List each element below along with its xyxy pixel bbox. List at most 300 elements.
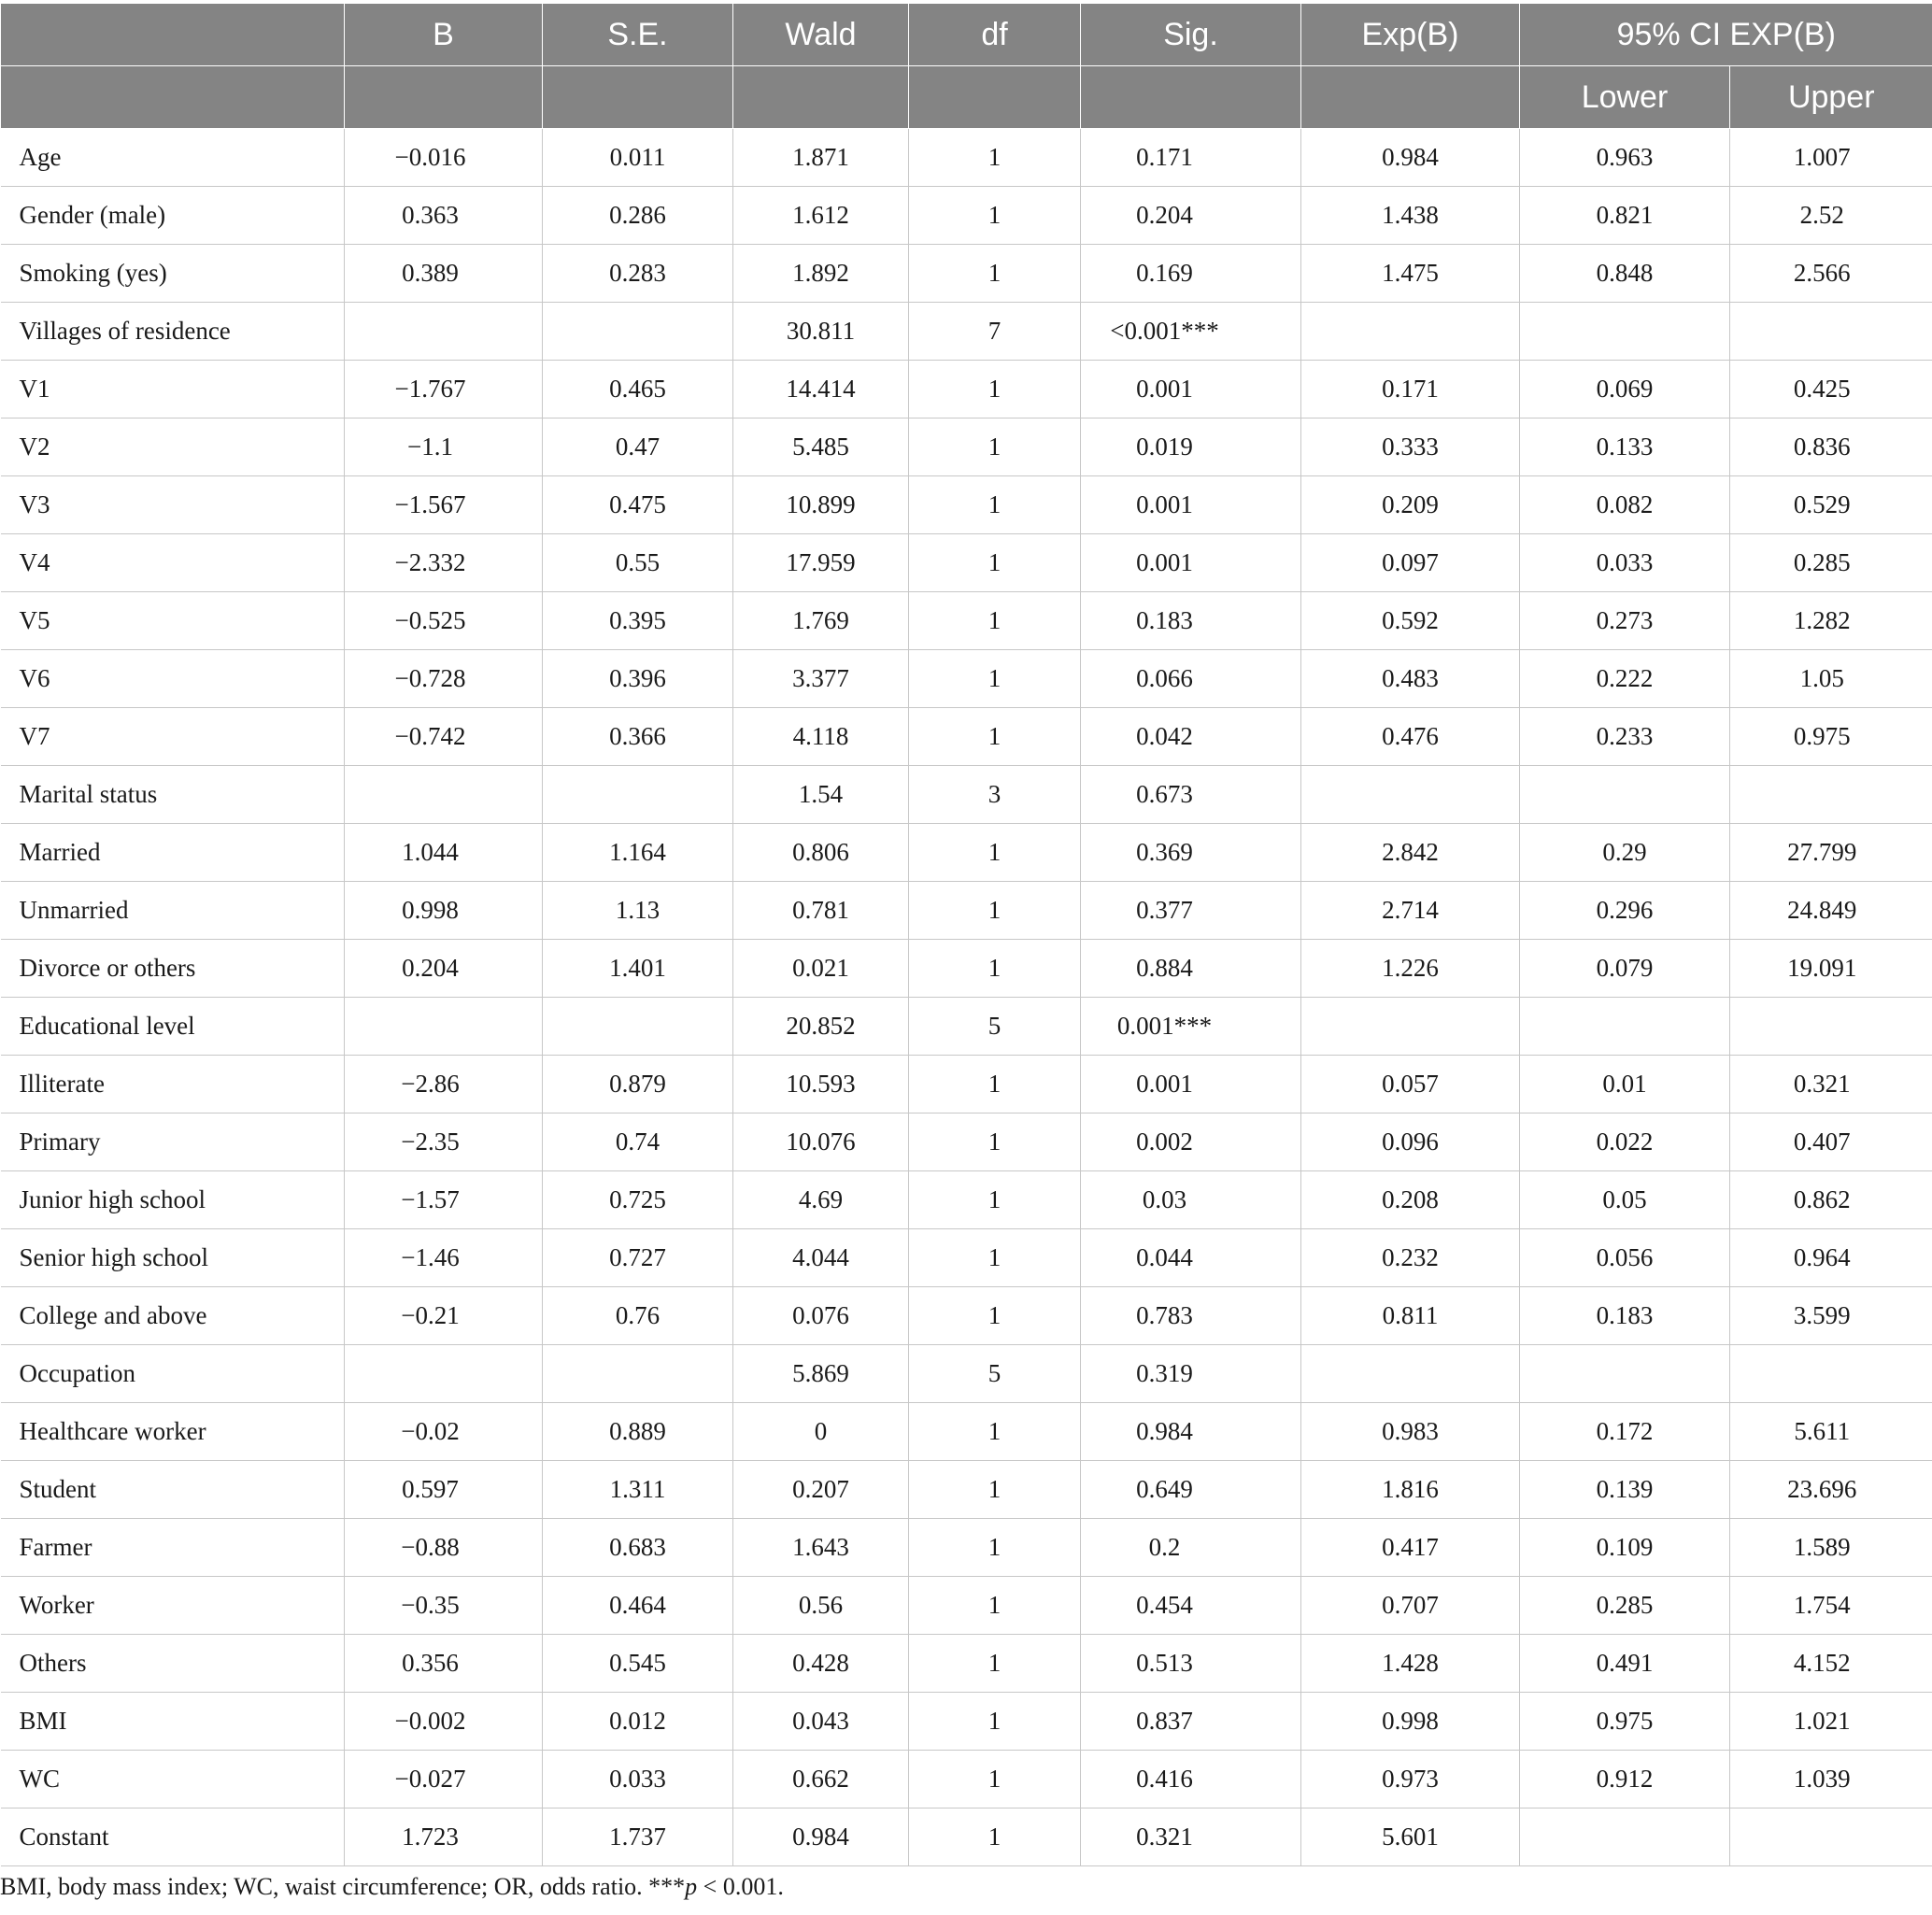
cell-expb: 0.476 [1301, 708, 1520, 766]
cell-df: 1 [909, 824, 1081, 882]
cell-wald: 30.811 [733, 303, 909, 361]
cell-expb: 0.232 [1301, 1229, 1520, 1287]
cell-df: 1 [909, 418, 1081, 476]
table-row [1, 708, 1932, 766]
cell-wald: 4.118 [733, 708, 909, 766]
cell-expb [1301, 1345, 1520, 1403]
cell-se: 0.727 [543, 1229, 733, 1287]
cell-expb: 0.057 [1301, 1056, 1520, 1114]
cell-upper: 2.52 [1730, 187, 1932, 245]
cell-upper: 2.566 [1730, 245, 1932, 303]
cell-upper: 0.321 [1730, 1056, 1932, 1114]
cell-df: 1 [909, 534, 1081, 592]
cell-df: 1 [909, 1056, 1081, 1114]
cell-df: 7 [909, 303, 1081, 361]
cell-lower: 0.033 [1520, 534, 1730, 592]
cell-expb: 0.096 [1301, 1114, 1520, 1171]
subheader-blank [1081, 66, 1301, 129]
cell-b: −0.525 [345, 592, 543, 650]
cell-expb: 0.209 [1301, 476, 1520, 534]
cell-b: −1.46 [345, 1229, 543, 1287]
cell-sig: 0.001*** [1081, 998, 1301, 1056]
cell-sig: 0.454 [1081, 1577, 1301, 1635]
cell-se: 0.725 [543, 1171, 733, 1229]
cell-sig: 0.044 [1081, 1229, 1301, 1287]
cell-lower: 0.022 [1520, 1114, 1730, 1171]
cell-b: −0.027 [345, 1751, 543, 1809]
cell-wald: 0.662 [733, 1751, 909, 1809]
cell-b: 0.998 [345, 882, 543, 940]
header-sig: Sig. [1081, 4, 1301, 66]
table-row [1, 361, 1932, 418]
cell-b: −2.35 [345, 1114, 543, 1171]
cell-df: 1 [909, 592, 1081, 650]
cell-b: −0.21 [345, 1287, 543, 1345]
cell-expb: 0.973 [1301, 1751, 1520, 1809]
cell-expb: 2.714 [1301, 882, 1520, 940]
cell-sig: 0.204 [1081, 187, 1301, 245]
cell-b: 0.363 [345, 187, 543, 245]
cell-df: 1 [909, 1229, 1081, 1287]
cell-b: −0.88 [345, 1519, 543, 1577]
table-body [1, 129, 1932, 1866]
cell-df: 1 [909, 1461, 1081, 1519]
cell-b [345, 998, 543, 1056]
cell-variable: College and above [1, 1287, 345, 1345]
table-row [1, 1345, 1932, 1403]
cell-wald: 0.076 [733, 1287, 909, 1345]
cell-se: 1.164 [543, 824, 733, 882]
cell-upper: 1.007 [1730, 129, 1932, 187]
cell-lower: 0.139 [1520, 1461, 1730, 1519]
table-row [1, 245, 1932, 303]
cell-sig: <0.001*** [1081, 303, 1301, 361]
cell-upper [1730, 1345, 1932, 1403]
cell-b: 0.356 [345, 1635, 543, 1693]
cell-sig: 0.002 [1081, 1114, 1301, 1171]
cell-b: −2.86 [345, 1056, 543, 1114]
subheader-blank [1, 66, 345, 129]
table-row [1, 766, 1932, 824]
footnote-tail: < 0.001. [697, 1873, 784, 1900]
cell-wald: 0.984 [733, 1809, 909, 1866]
cell-b: 0.597 [345, 1461, 543, 1519]
cell-df: 1 [909, 1809, 1081, 1866]
cell-b: 0.389 [345, 245, 543, 303]
cell-sig: 0.416 [1081, 1751, 1301, 1809]
cell-df: 1 [909, 1287, 1081, 1345]
cell-se: 0.76 [543, 1287, 733, 1345]
cell-b: −0.35 [345, 1577, 543, 1635]
cell-b [345, 766, 543, 824]
cell-upper: 0.407 [1730, 1114, 1932, 1171]
cell-sig: 0.001 [1081, 361, 1301, 418]
cell-upper: 19.091 [1730, 940, 1932, 998]
cell-wald: 0.207 [733, 1461, 909, 1519]
table-row [1, 1114, 1932, 1171]
cell-se: 1.13 [543, 882, 733, 940]
cell-variable: Married [1, 824, 345, 882]
header-b: B [345, 4, 543, 66]
cell-variable: V6 [1, 650, 345, 708]
cell-sig: 0.377 [1081, 882, 1301, 940]
cell-upper: 23.696 [1730, 1461, 1932, 1519]
cell-wald: 0.021 [733, 940, 909, 998]
cell-sig: 0.673 [1081, 766, 1301, 824]
cell-upper [1730, 998, 1932, 1056]
cell-b: −1.1 [345, 418, 543, 476]
cell-se: 0.683 [543, 1519, 733, 1577]
cell-df: 1 [909, 650, 1081, 708]
cell-se: 1.311 [543, 1461, 733, 1519]
cell-df: 1 [909, 708, 1081, 766]
cell-lower: 0.222 [1520, 650, 1730, 708]
cell-wald: 1.643 [733, 1519, 909, 1577]
table-row [1, 1519, 1932, 1577]
cell-df: 1 [909, 1114, 1081, 1171]
cell-b: −1.767 [345, 361, 543, 418]
cell-df: 1 [909, 476, 1081, 534]
cell-expb: 1.428 [1301, 1635, 1520, 1693]
table-row [1, 303, 1932, 361]
cell-se [543, 766, 733, 824]
cell-df: 1 [909, 882, 1081, 940]
cell-sig: 0.03 [1081, 1171, 1301, 1229]
cell-lower: 0.285 [1520, 1577, 1730, 1635]
cell-lower: 0.963 [1520, 129, 1730, 187]
cell-variable: V3 [1, 476, 345, 534]
cell-sig: 0.001 [1081, 476, 1301, 534]
cell-b: −1.57 [345, 1171, 543, 1229]
cell-sig: 0.649 [1081, 1461, 1301, 1519]
cell-se: 0.286 [543, 187, 733, 245]
cell-lower: 0.069 [1520, 361, 1730, 418]
subheader-blank [543, 66, 733, 129]
cell-variable: Worker [1, 1577, 345, 1635]
cell-se: 0.283 [543, 245, 733, 303]
cell-b: −0.002 [345, 1693, 543, 1751]
cell-variable: BMI [1, 1693, 345, 1751]
table-row [1, 650, 1932, 708]
table-footnote [0, 1873, 784, 1901]
cell-wald: 5.869 [733, 1345, 909, 1403]
cell-expb [1301, 998, 1520, 1056]
cell-upper: 1.589 [1730, 1519, 1932, 1577]
table-row [1, 418, 1932, 476]
subheader-row [1, 66, 1932, 129]
cell-wald: 0.806 [733, 824, 909, 882]
cell-upper: 0.425 [1730, 361, 1932, 418]
cell-wald: 1.871 [733, 129, 909, 187]
cell-lower: 0.109 [1520, 1519, 1730, 1577]
cell-expb: 0.208 [1301, 1171, 1520, 1229]
cell-lower [1520, 303, 1730, 361]
cell-se: 0.47 [543, 418, 733, 476]
cell-wald: 1.612 [733, 187, 909, 245]
cell-variable: Age [1, 129, 345, 187]
cell-sig: 0.001 [1081, 1056, 1301, 1114]
cell-variable: V7 [1, 708, 345, 766]
cell-expb: 0.983 [1301, 1403, 1520, 1461]
table-row [1, 1809, 1932, 1866]
cell-upper: 1.754 [1730, 1577, 1932, 1635]
cell-upper: 0.529 [1730, 476, 1932, 534]
cell-upper: 1.021 [1730, 1693, 1932, 1751]
cell-variable: WC [1, 1751, 345, 1809]
cell-upper [1730, 766, 1932, 824]
cell-b [345, 303, 543, 361]
cell-df: 3 [909, 766, 1081, 824]
cell-se: 0.55 [543, 534, 733, 592]
footnote-p: p [685, 1873, 698, 1900]
cell-se: 1.737 [543, 1809, 733, 1866]
cell-sig: 0.783 [1081, 1287, 1301, 1345]
cell-variable: Constant [1, 1809, 345, 1866]
cell-expb [1301, 303, 1520, 361]
cell-expb: 0.592 [1301, 592, 1520, 650]
table-row [1, 998, 1932, 1056]
cell-lower: 0.29 [1520, 824, 1730, 882]
cell-lower: 0.079 [1520, 940, 1730, 998]
cell-sig: 0.984 [1081, 1403, 1301, 1461]
cell-sig: 0.183 [1081, 592, 1301, 650]
cell-expb: 2.842 [1301, 824, 1520, 882]
cell-expb: 0.097 [1301, 534, 1520, 592]
cell-df: 1 [909, 1693, 1081, 1751]
cell-upper: 3.599 [1730, 1287, 1932, 1345]
cell-b: 1.723 [345, 1809, 543, 1866]
table-row [1, 187, 1932, 245]
subheader-blank [733, 66, 909, 129]
cell-se: 0.366 [543, 708, 733, 766]
cell-expb: 0.984 [1301, 129, 1520, 187]
cell-wald: 10.076 [733, 1114, 909, 1171]
table-row [1, 1751, 1932, 1809]
cell-se: 0.545 [543, 1635, 733, 1693]
cell-sig: 0.884 [1081, 940, 1301, 998]
subheader-blank [345, 66, 543, 129]
cell-lower: 0.975 [1520, 1693, 1730, 1751]
cell-df: 1 [909, 1519, 1081, 1577]
cell-sig: 0.042 [1081, 708, 1301, 766]
cell-lower: 0.172 [1520, 1403, 1730, 1461]
table-row [1, 1171, 1932, 1229]
table-row [1, 1461, 1932, 1519]
cell-wald: 20.852 [733, 998, 909, 1056]
cell-sig: 0.2 [1081, 1519, 1301, 1577]
cell-upper: 0.975 [1730, 708, 1932, 766]
cell-upper [1730, 303, 1932, 361]
cell-expb: 0.333 [1301, 418, 1520, 476]
cell-se: 0.033 [543, 1751, 733, 1809]
cell-lower: 0.912 [1520, 1751, 1730, 1809]
table-row [1, 1287, 1932, 1345]
cell-b: 0.204 [345, 940, 543, 998]
cell-expb: 0.417 [1301, 1519, 1520, 1577]
cell-upper: 0.964 [1730, 1229, 1932, 1287]
cell-variable: Gender (male) [1, 187, 345, 245]
cell-sig: 0.369 [1081, 824, 1301, 882]
cell-df: 5 [909, 1345, 1081, 1403]
header-wald: Wald [733, 4, 909, 66]
cell-df: 1 [909, 1635, 1081, 1693]
cell-expb: 1.816 [1301, 1461, 1520, 1519]
cell-variable: Farmer [1, 1519, 345, 1577]
cell-variable: Educational level [1, 998, 345, 1056]
cell-expb: 1.438 [1301, 187, 1520, 245]
cell-se: 0.396 [543, 650, 733, 708]
cell-wald: 0.428 [733, 1635, 909, 1693]
cell-se: 0.889 [543, 1403, 733, 1461]
cell-b [345, 1345, 543, 1403]
cell-se: 0.74 [543, 1114, 733, 1171]
cell-variable: Senior high school [1, 1229, 345, 1287]
table-row [1, 1056, 1932, 1114]
cell-sig: 0.837 [1081, 1693, 1301, 1751]
cell-variable: Smoking (yes) [1, 245, 345, 303]
cell-lower: 0.848 [1520, 245, 1730, 303]
table-row [1, 592, 1932, 650]
cell-wald: 0.56 [733, 1577, 909, 1635]
cell-variable: Student [1, 1461, 345, 1519]
header-expb: Exp(B) [1301, 4, 1520, 66]
subheader-blank [909, 66, 1081, 129]
cell-wald: 4.044 [733, 1229, 909, 1287]
cell-wald: 1.54 [733, 766, 909, 824]
cell-upper: 0.862 [1730, 1171, 1932, 1229]
cell-df: 1 [909, 940, 1081, 998]
cell-variable: V2 [1, 418, 345, 476]
cell-b: 1.044 [345, 824, 543, 882]
cell-upper: 0.285 [1730, 534, 1932, 592]
table-row [1, 129, 1932, 187]
cell-se: 0.012 [543, 1693, 733, 1751]
cell-se: 0.475 [543, 476, 733, 534]
cell-df: 1 [909, 245, 1081, 303]
cell-variable: Junior high school [1, 1171, 345, 1229]
cell-sig: 0.513 [1081, 1635, 1301, 1693]
cell-lower: 0.133 [1520, 418, 1730, 476]
cell-df: 1 [909, 187, 1081, 245]
cell-upper: 1.05 [1730, 650, 1932, 708]
subheader-blank [1301, 66, 1520, 129]
cell-expb: 0.998 [1301, 1693, 1520, 1751]
cell-df: 1 [909, 1751, 1081, 1809]
table-row [1, 1403, 1932, 1461]
cell-wald: 10.593 [733, 1056, 909, 1114]
table-row [1, 824, 1932, 882]
cell-se [543, 1345, 733, 1403]
cell-sig: 0.019 [1081, 418, 1301, 476]
cell-b: −0.728 [345, 650, 543, 708]
cell-wald: 0.043 [733, 1693, 909, 1751]
cell-variable: V5 [1, 592, 345, 650]
header-variable [1, 4, 345, 66]
cell-b: −0.02 [345, 1403, 543, 1461]
cell-lower: 0.296 [1520, 882, 1730, 940]
cell-wald: 0.781 [733, 882, 909, 940]
cell-upper [1730, 1809, 1932, 1866]
cell-wald: 4.69 [733, 1171, 909, 1229]
table-row [1, 882, 1932, 940]
footnote-text: BMI, body mass index; WC, waist circumference; OR, odds ratio. *** [0, 1873, 686, 1900]
cell-lower [1520, 1345, 1730, 1403]
cell-variable: Divorce or others [1, 940, 345, 998]
cell-lower: 0.233 [1520, 708, 1730, 766]
cell-expb: 1.475 [1301, 245, 1520, 303]
cell-se: 0.879 [543, 1056, 733, 1114]
cell-lower [1520, 766, 1730, 824]
cell-variable: Occupation [1, 1345, 345, 1403]
cell-variable: Healthcare worker [1, 1403, 345, 1461]
cell-b: −1.567 [345, 476, 543, 534]
cell-se: 0.464 [543, 1577, 733, 1635]
cell-upper: 0.836 [1730, 418, 1932, 476]
cell-lower: 0.05 [1520, 1171, 1730, 1229]
cell-se [543, 303, 733, 361]
cell-expb: 0.171 [1301, 361, 1520, 418]
cell-b: −0.742 [345, 708, 543, 766]
table-row [1, 1693, 1932, 1751]
cell-se [543, 998, 733, 1056]
cell-b: −2.332 [345, 534, 543, 592]
cell-df: 1 [909, 1577, 1081, 1635]
cell-lower: 0.056 [1520, 1229, 1730, 1287]
header-row [1, 4, 1932, 66]
cell-wald: 14.414 [733, 361, 909, 418]
cell-df: 1 [909, 1403, 1081, 1461]
cell-lower: 0.183 [1520, 1287, 1730, 1345]
cell-lower: 0.01 [1520, 1056, 1730, 1114]
cell-lower: 0.821 [1520, 187, 1730, 245]
cell-variable: V1 [1, 361, 345, 418]
cell-upper: 27.799 [1730, 824, 1932, 882]
cell-sig: 0.171 [1081, 129, 1301, 187]
header-df: df [909, 4, 1081, 66]
table-row [1, 534, 1932, 592]
cell-upper: 5.611 [1730, 1403, 1932, 1461]
cell-variable: Unmarried [1, 882, 345, 940]
cell-upper: 4.152 [1730, 1635, 1932, 1693]
cell-lower [1520, 998, 1730, 1056]
cell-sig: 0.001 [1081, 534, 1301, 592]
cell-upper: 1.282 [1730, 592, 1932, 650]
cell-variable: V4 [1, 534, 345, 592]
cell-wald: 17.959 [733, 534, 909, 592]
cell-se: 0.465 [543, 361, 733, 418]
regression-table [0, 4, 1932, 1866]
cell-variable: Others [1, 1635, 345, 1693]
header-upper: Upper [1730, 66, 1932, 129]
cell-upper: 24.849 [1730, 882, 1932, 940]
cell-se: 0.395 [543, 592, 733, 650]
cell-df: 5 [909, 998, 1081, 1056]
cell-sig: 0.066 [1081, 650, 1301, 708]
cell-expb: 0.483 [1301, 650, 1520, 708]
cell-expb: 0.811 [1301, 1287, 1520, 1345]
cell-variable: Illiterate [1, 1056, 345, 1114]
header-ci: 95% CI EXP(B) [1520, 4, 1932, 66]
table-row [1, 476, 1932, 534]
table-row [1, 1635, 1932, 1693]
cell-se: 0.011 [543, 129, 733, 187]
cell-wald: 1.892 [733, 245, 909, 303]
cell-se: 1.401 [543, 940, 733, 998]
cell-expb [1301, 766, 1520, 824]
cell-df: 1 [909, 129, 1081, 187]
cell-expb: 5.601 [1301, 1809, 1520, 1866]
header-se: S.E. [543, 4, 733, 66]
